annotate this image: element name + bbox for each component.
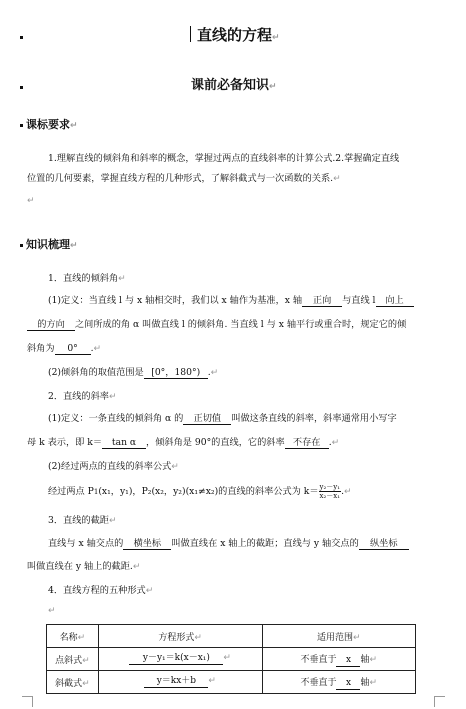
table-cell: 不垂直于 x 轴↵: [262, 671, 415, 694]
corner-mark-bottom-right: [434, 696, 445, 707]
table-header-cell: 方程形式↵: [98, 625, 262, 648]
bullet: [20, 244, 23, 247]
item1-definition-line-2: 的方向 之间所成的角 α 叫做直线 l 的倾斜角. 当直线 l 与 x 轴平行或重合时，规定它的倾: [27, 318, 406, 331]
table-row: [47, 671, 416, 694]
item2-definition-line-1: (1)定义：一条直线的倾斜角 α 的 正切值 叫做这条直线的斜率，斜率通常用小写字: [48, 413, 397, 424]
page-title: 直线的方程↵: [197, 26, 280, 44]
item3-line-2: 叫做直线在 y 轴上的截距.↵: [27, 561, 141, 572]
table-cell: 点斜式↵: [47, 648, 99, 671]
item4-heading: 4．直线方程的五种形式↵: [48, 585, 154, 596]
bullet: [20, 36, 23, 39]
item2-formula-heading: (2)经过两点的直线的斜率公式↵: [48, 461, 179, 472]
table-header-cell: 适用范围↵: [262, 625, 415, 648]
empty-paragraph-mark: ↵: [48, 606, 56, 616]
item2-definition-line-2: 母 k 表示，即 k＝ tan α ，倾斜角是 90°的直线，它的斜率 不存在 .↵: [27, 437, 340, 448]
table-cell: 斜截式↵: [47, 671, 99, 694]
empty-paragraph-mark: ↵: [27, 196, 35, 206]
line-equation-forms-table: [46, 624, 416, 694]
table-cell: y－y₁＝k(x－x₁) ↵: [98, 648, 262, 671]
slope-fraction: $\frac{\text{y₂－y₁}}{\text{x₂－x₁}}$: [319, 483, 341, 500]
cursor-bar: [190, 26, 191, 42]
requirement-line-2: 位置的几何要素，掌握直线方程的几种形式，了解斜截式与一次函数的关系.↵: [27, 173, 341, 184]
table-header-cell: 名称↵: [47, 625, 99, 648]
table-cell: 不垂直于 x 轴↵: [262, 648, 415, 671]
page-subtitle: 课前必备知识↵: [191, 78, 277, 93]
item2-formula-line: 经过两点 P1(x₁，y₁)，P₂(x₂，y₂)(x₁≠x₂)的直线的斜率公式为 k＝ $\frac{\text{y₂－y₁}}{\text{x₂－x₁}}$ .↵: [48, 483, 352, 500]
bullet: [20, 124, 23, 127]
item1-range-line: (2)倾斜角的取值范围是 [0°，180°) .↵: [48, 367, 219, 378]
table-header-row: [47, 625, 416, 648]
table-cell: y＝kx＋b ↵: [98, 671, 262, 694]
item3-line-1: 直线与 x 轴交点的 横坐标 叫做直线在 x 轴上的截距；直线与 y 轴交点的 纵坐标: [48, 537, 409, 550]
corner-mark-bottom-left: [22, 696, 33, 707]
item1-heading: 1．直线的倾斜角↵: [48, 273, 126, 284]
table-row: [47, 648, 416, 671]
item1-definition-line-1: (1)定义：当直线 l 与 x 轴相交时，我们以 x 轴作为基准，x 轴 正向 与直线 l 向上: [48, 294, 414, 307]
requirement-line-1: 1.理解直线的倾斜角和斜率的概念，掌握过两点的直线斜率的计算公式.2.掌握确定直线: [48, 153, 400, 164]
section-heading-zhishi: 知识梳理↵: [26, 238, 78, 251]
section-heading-kebiao: 课标要求↵: [26, 118, 78, 131]
bullet: [20, 86, 23, 89]
item3-heading: 3．直线的截距↵: [48, 515, 117, 526]
item1-definition-line-3: 斜角为 0° .↵: [27, 343, 102, 354]
item2-heading: 2．直线的斜率↵: [48, 391, 117, 402]
